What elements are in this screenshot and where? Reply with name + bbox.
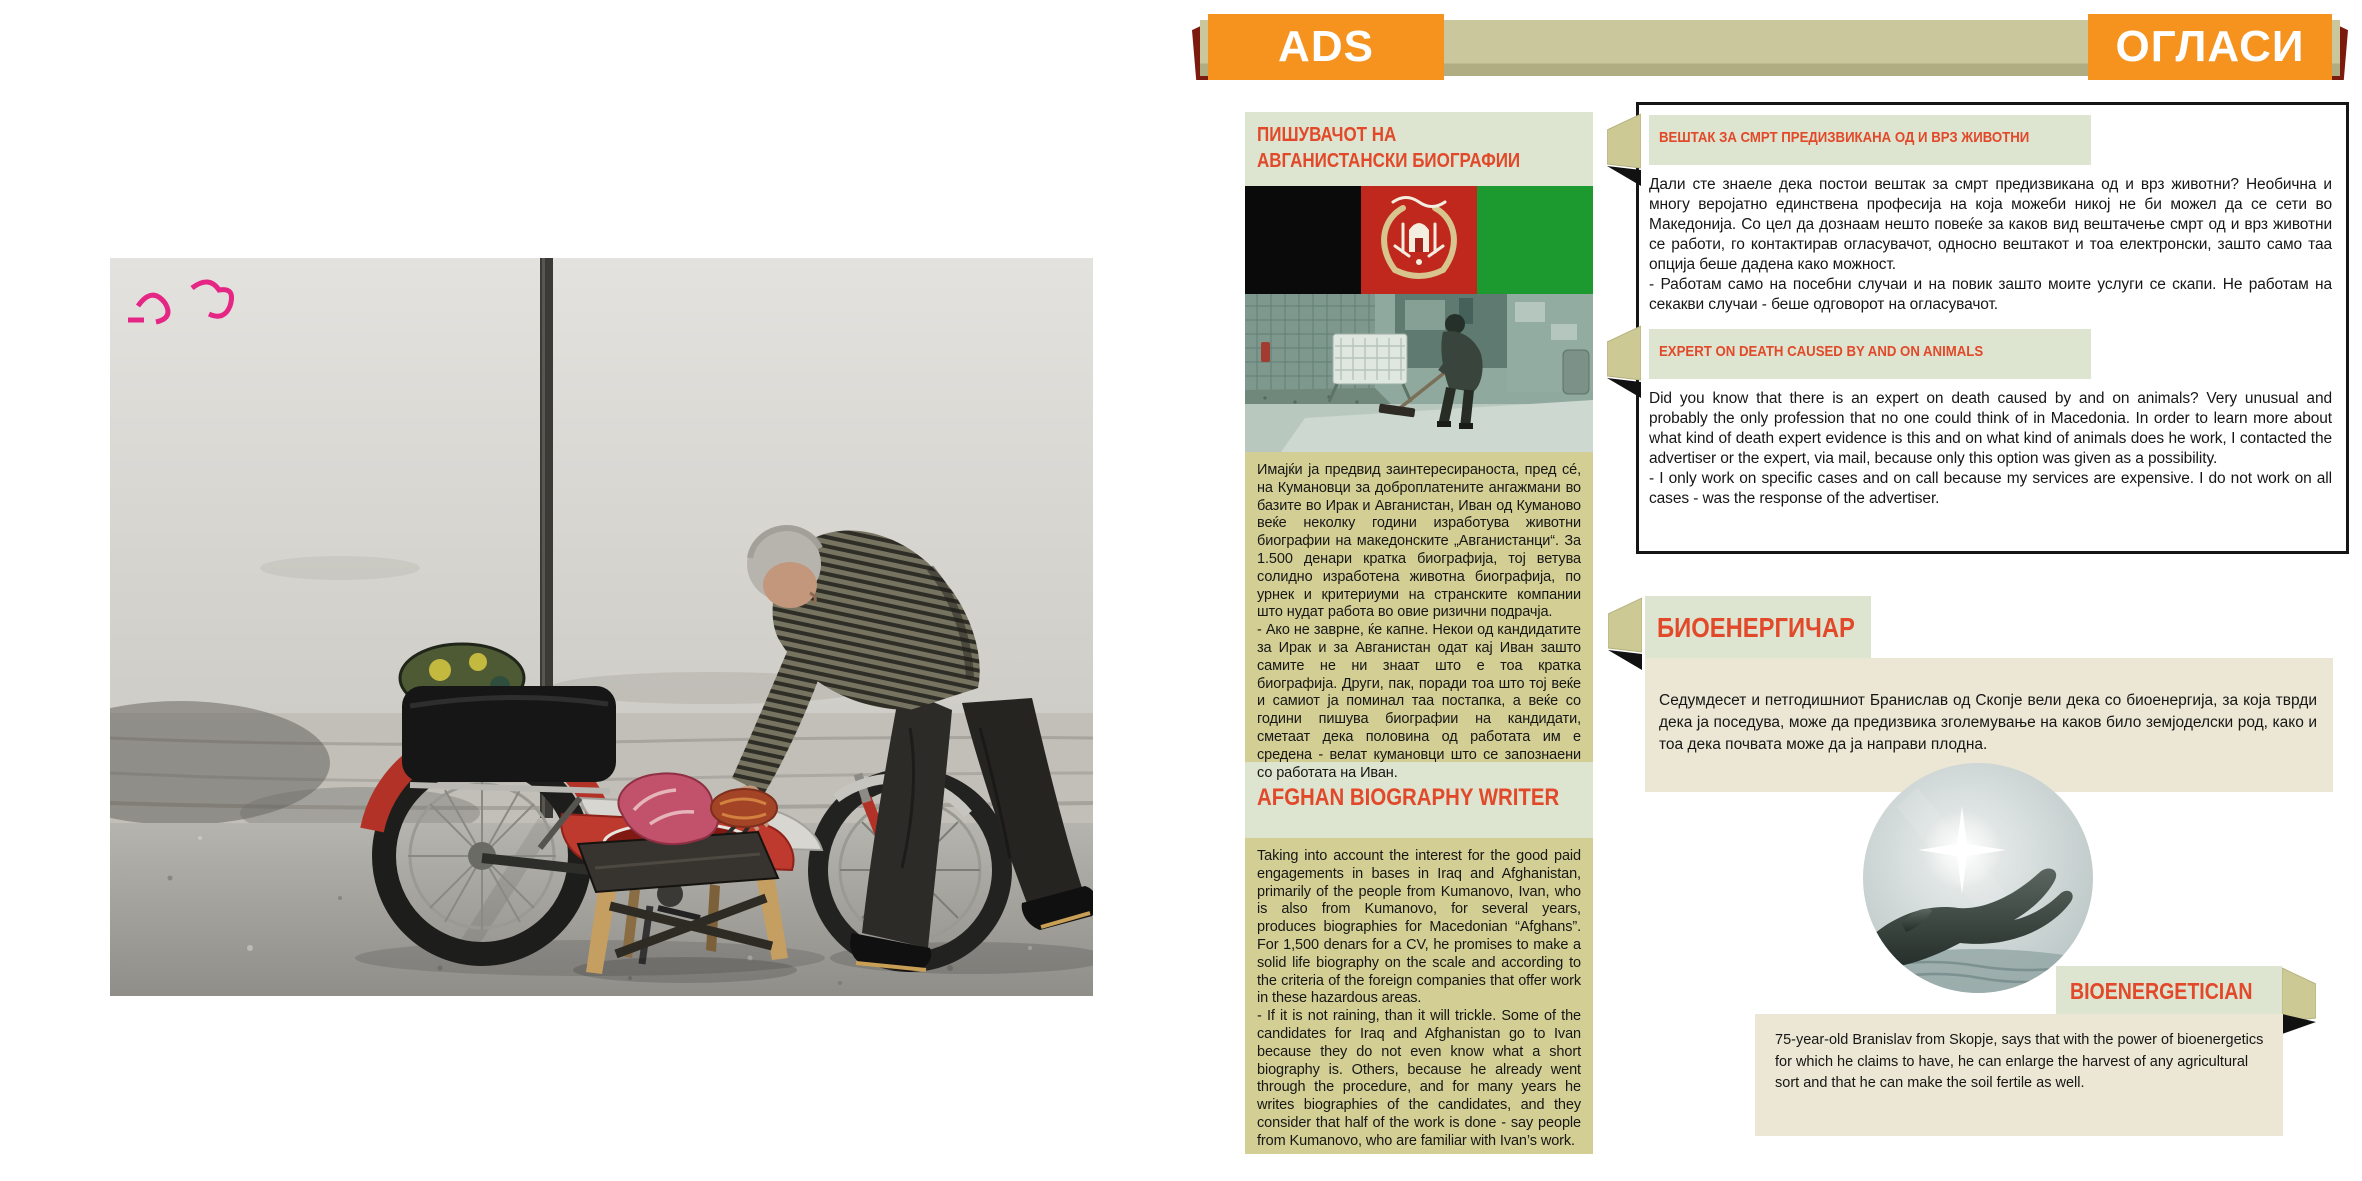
expert-body-en-p1: Did you know that there is an expert on death caused by and on animals? Very unusual and probably the only profession that no one could think of in Macedonia. In order to learn more about what kind of death expert evidence is this and on what kind of animals does he work, I contacted the advertiser or the expert, via mail, because only this option was given as a possibility. [1649, 390, 2332, 467]
afghan-body-en [1245, 838, 1593, 1154]
afghan-body-mk [1245, 452, 1593, 781]
expert-title-en: EXPERT ON DEATH CAUSED BY AND ON ANIMALS [1659, 343, 1984, 360]
expert-title-en-block [1649, 329, 2091, 379]
afghan-article-column [1245, 112, 1593, 1154]
photo-man-sweeping [1245, 294, 1593, 452]
banner-ads-box [1208, 14, 1444, 80]
bio-title-mk: БИОЕНЕРГИЧАР [1657, 612, 1855, 643]
afghan-body-mk-p1: Имајќи ја предвид заинтересираноста, пред сé, на Кумановци за доброплатените ангажмани во базите во Ирак и Авганистан, Иван од Куманово веќе неколку години изработува животни биографии на македонските „Авганистанци“. За 1.500 денари кратка биографија, тој ветува солидно изработена животна биографија, по урнек и критериуми на странските компании што нудат работа во овие ризични подрачја. [1257, 462, 1581, 621]
banner-oglasi-label: ОГЛАСИ [2115, 22, 2305, 71]
meat-small [711, 789, 777, 827]
section-banner [1192, 14, 2348, 82]
bio-body-mk: Седумдесет и петгодишниот Бранислав од Скопје вели дека со биоенергија, за која тврди дека ја поседува, може да предизвика зголемување на каков било земјоделски род, како и тоа дека почвата може да ја направи плодна. [1659, 692, 2317, 753]
afghanistan-flag-image [1245, 186, 1593, 294]
afghan-body-mk-p2: - Ако не заврне, ќе капне. Некои од кандидатите за Ирак и за Авганистан одат кај Иван зашто самите не ни знаат што е тоа кратка биографија. Други, пак, поради тоа што тој веќе и самиот ја поминал таа постапка, а веќе со години пишува биографии на кандидати, сметаат дека половина од работата им е средена - велат кумановци што се запознаени со работата на Иван. [1257, 622, 1581, 781]
banner-oglasi-box [2088, 14, 2332, 80]
photo-man-grilling-meat-moped [110, 258, 1093, 996]
expert-body-en-p2: - I only work on specific cases and on call because my services are expensive. I do not work on all cases - was the response of the advertiser. [1649, 470, 2332, 507]
bio-body-en-block [1755, 1014, 2283, 1136]
banner-ads-label: ADS [1278, 22, 1374, 71]
expert-article-box [1636, 102, 2349, 554]
fold-tab-icon [2282, 966, 2316, 1040]
afghan-title-en: AFGHAN BIOGRAPHY WRITER [1257, 784, 1560, 811]
afghan-title-mk-block [1245, 112, 1593, 186]
bio-title-en: BIOENERGETICIAN [2070, 978, 2253, 1004]
photo-hand-with-light [1862, 762, 2094, 994]
expert-title-mk-block [1649, 115, 2091, 165]
fold-tab-icon [1607, 324, 1641, 398]
afghan-body-en-p1: Taking into account the interest for the good paid engagements in bases in Iraq and Afghanistan, primarily of the people from Kumanovo, Ivan, who is also from Kumanovo, for several years, produces biographies for Macedonian “Afghans”. For 1,500 denars for a CV, he promises to make a solid life biography on the scale and according to the criteria of the foreign companies that offer work in these hazardous areas. [1257, 848, 1581, 1007]
face [763, 562, 817, 608]
bio-body-en: 75-year-old Branislav from Skopje, says that with the power of bioenergetics for which he claims to have, he can enlarge the harvest of any agricultural sort and that he can make the soil fertile as well. [1775, 1032, 2264, 1091]
fold-tab-icon [1608, 596, 1642, 670]
expert-body-mk-p1: Дали сте знаеле дека постои вештак за смрт предизвикана од и врз животни? Необична и многу веројатно единствена професија на која можеби никој не би можел да се сети во Македонија. Со цел да дознаам нешто повеќе за каков вид вештачење смрт од и врз животни се работи, го контактирав огласувачот, односно вештакот и тоа електронски, зашто само таа опција беше дадена како можност. [1649, 176, 2332, 273]
bio-title-mk-block [1645, 596, 1871, 658]
afghan-body-en-p2: - If it is not raining, than it will trickle. Some of the candidates for Iraq and Afghanistan go to Ivan because they do not even know what a short biography is. Others, because he already went through the procedure, and for many years he writes biographies of the candidates, and they consider that half of the work is done - say people from Kumanovo, who are familiar with Ivan’s work. [1257, 1008, 1581, 1149]
afghan-title-mk: ПИШУВАЧОТ НА АВГАНИСТАНСКИ БИОГРАФИИ [1257, 124, 1521, 172]
expert-body-mk-p2: - Работам само на посебни случаи и на повик зашто моите услуги се скапи. Не работам на секакви случаи - беше одговорот на огласувачот. [1649, 276, 2332, 313]
fold-tab-icon [1607, 112, 1641, 186]
expert-title-mk: ВЕШТАК ЗА СМРТ ПРЕДИЗВИКАНА ОД И ВРЗ ЖИВОТНИ [1659, 129, 2030, 146]
bio-title-en-block [2056, 966, 2282, 1014]
